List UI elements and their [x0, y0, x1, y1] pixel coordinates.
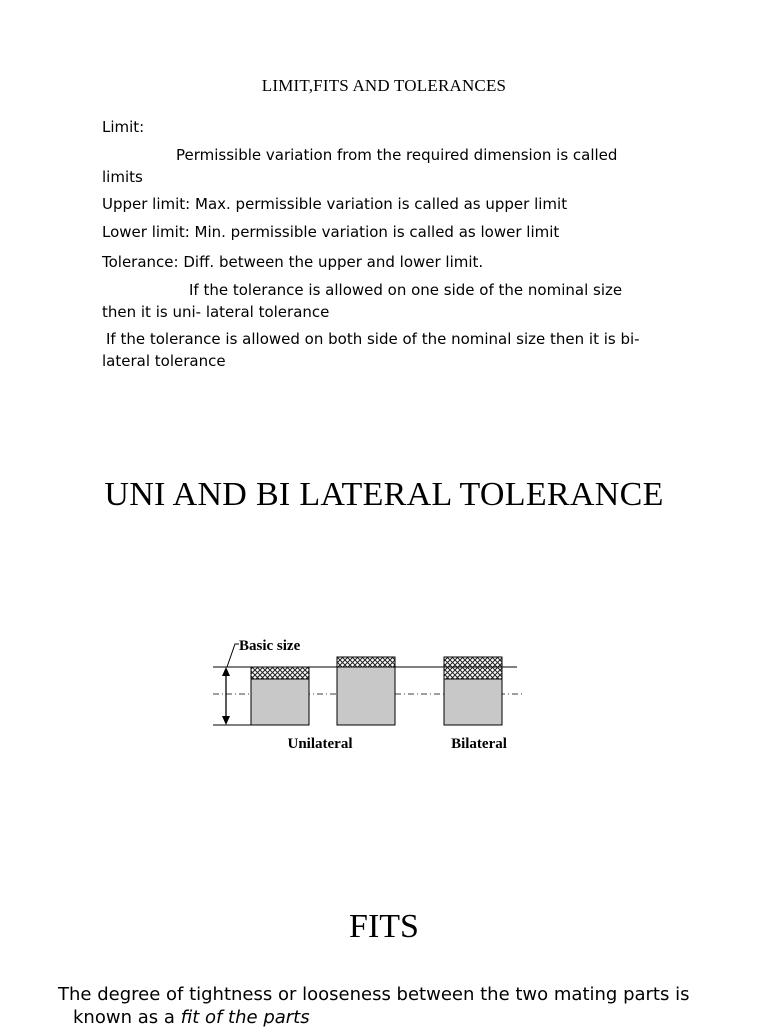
bilateral-definition-line-1: If the tolerance is allowed on both side of the nominal size then it is bi-: [106, 330, 640, 348]
unilateral-block-upper: [337, 667, 395, 725]
limit-definition-line-2: limits: [102, 167, 143, 186]
section-heading: UNI AND BI LATERAL TOLERANCE: [104, 476, 664, 513]
fits-definition-prefix: known as a: [73, 1007, 181, 1028]
limit-heading: Limit:: [102, 118, 145, 136]
limit-definition: [102, 145, 617, 188]
bilateral-tolerance-band: [444, 657, 502, 679]
upper-limit-definition: Upper limit: Max. permissible variation is called as upper limit: [102, 195, 568, 213]
fits-heading: FITS: [349, 908, 419, 945]
unilateral-block-lower: [251, 679, 309, 725]
unilateral-definition-line-1: If the tolerance is allowed on one side of the nominal size: [189, 281, 623, 299]
bilateral-definition: [102, 329, 640, 372]
fits-definition-term: fit of the parts: [180, 1007, 310, 1028]
unilateral-tolerance-band-upper: [337, 657, 395, 667]
tolerance-definition: Tolerance: Diff. between the upper and lower limit.: [102, 253, 484, 271]
document-title: LIMIT,FITS AND TOLERANCES: [261, 76, 507, 95]
unilateral-definition-line-2: then it is uni- lateral tolerance: [102, 302, 330, 321]
basic-size-label: Basic size: [239, 638, 301, 654]
arrow-head-bottom: [222, 716, 230, 725]
basic-size-leader: [227, 644, 239, 667]
arrow-head-top: [222, 667, 230, 676]
limit-definition-line-1: Permissible variation from the required dimension is called: [176, 146, 618, 164]
fits-definition-line-2: [58, 1006, 718, 1029]
lower-limit-definition: Lower limit: Min. permissible variation is called as lower limit: [102, 223, 560, 241]
unilateral-tolerance-band-lower: [251, 667, 309, 679]
fits-definition: [58, 983, 718, 1029]
bilateral-definition-line-2: lateral tolerance: [102, 351, 226, 370]
unilateral-label: Unilateral: [287, 736, 353, 752]
bilateral-label: Bilateral: [451, 736, 507, 752]
unilateral-definition: [102, 280, 622, 323]
fits-definition-line-1: The degree of tightness or looseness between the two mating parts is: [58, 984, 690, 1005]
bilateral-block: [444, 679, 502, 725]
tolerance-diagram: [205, 630, 535, 760]
